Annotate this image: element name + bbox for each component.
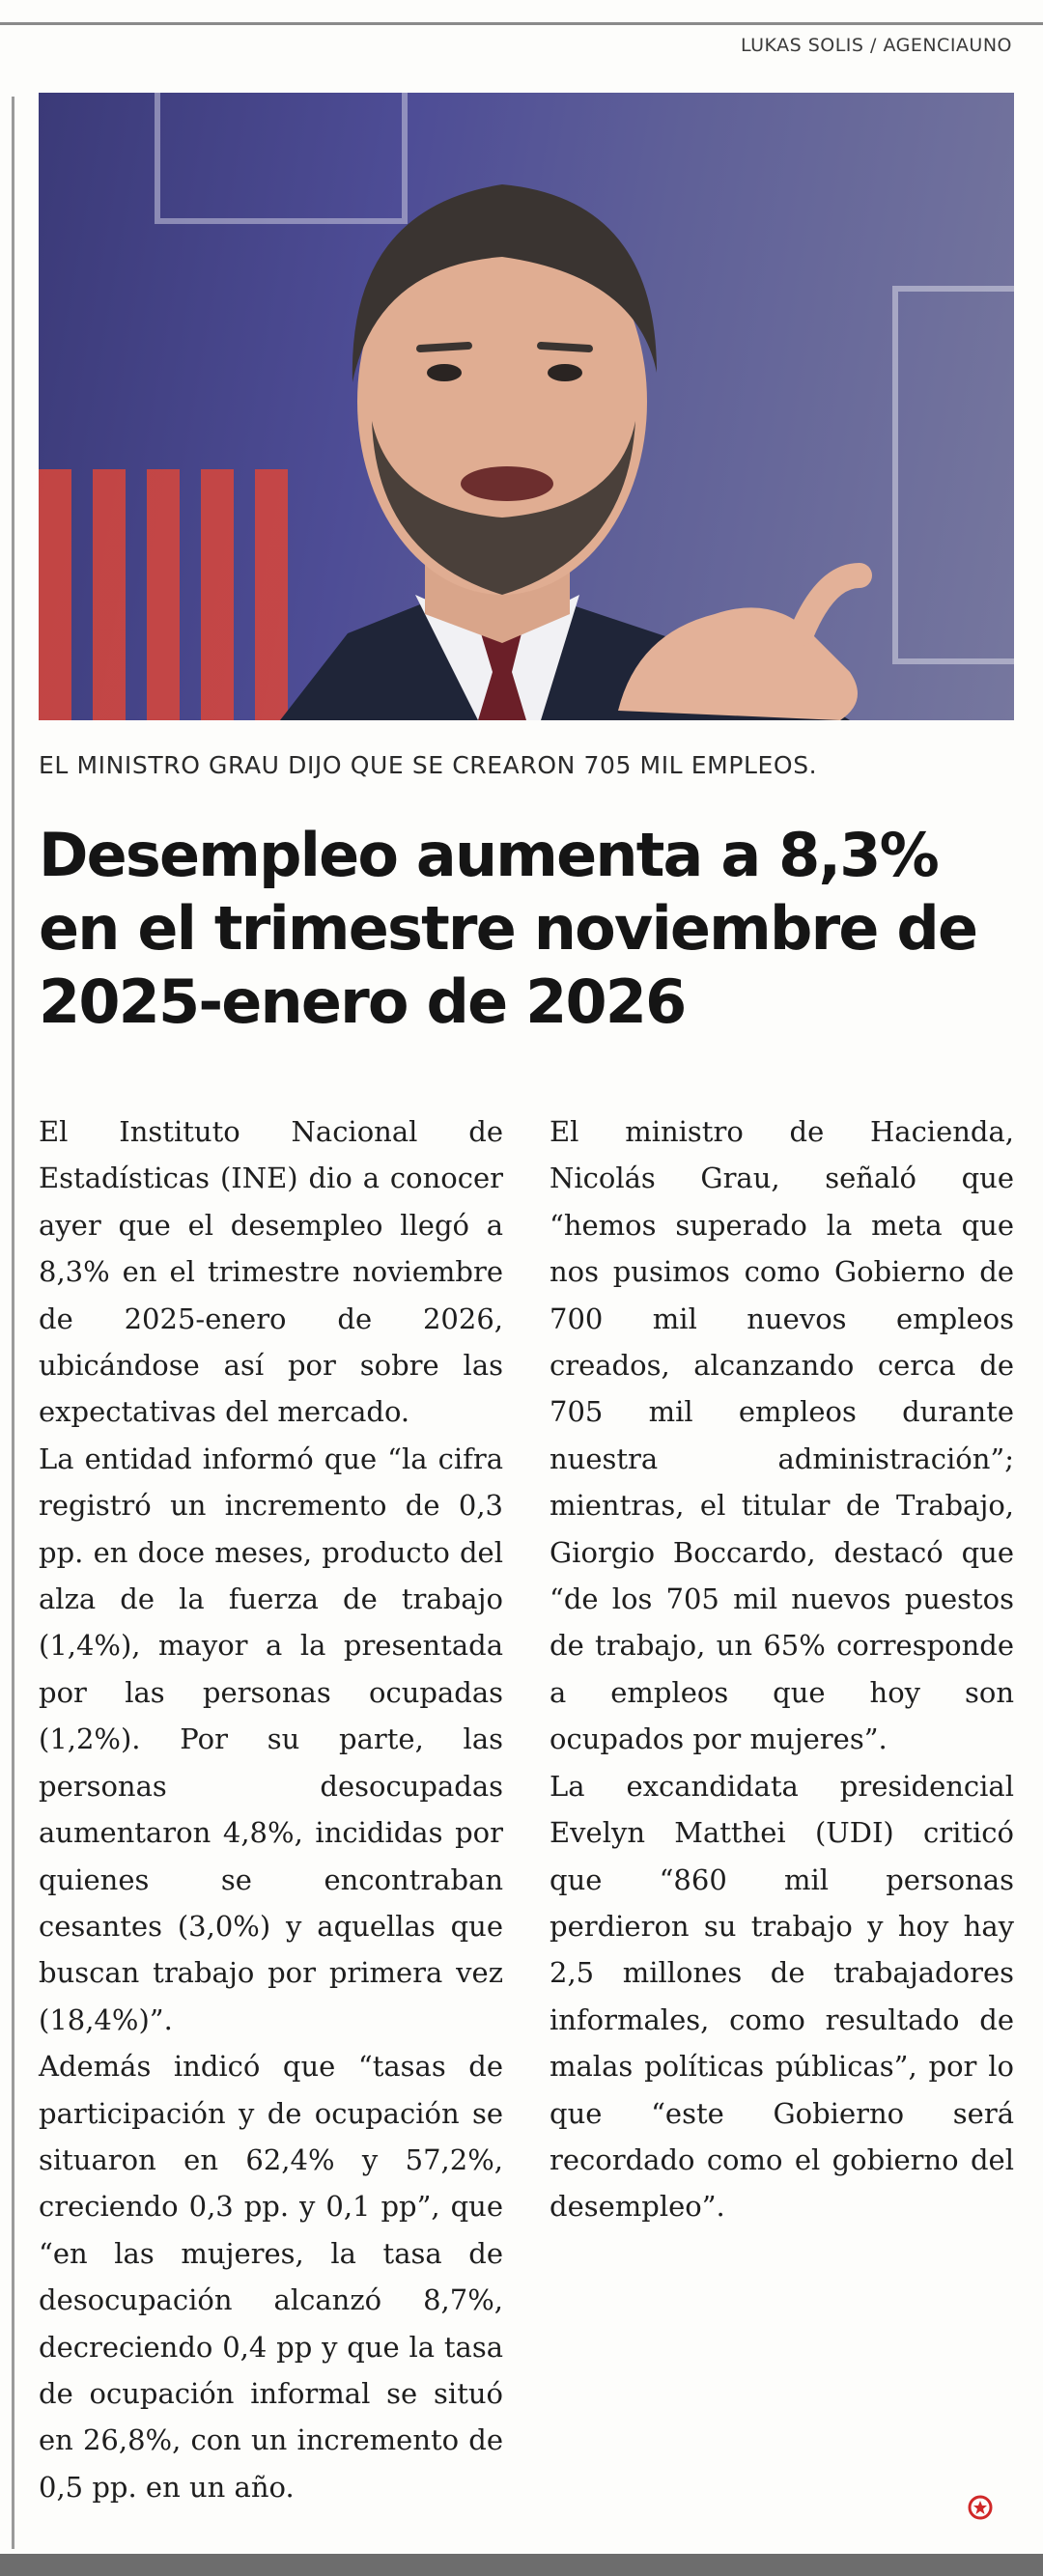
top-rule (0, 22, 1043, 25)
side-rule (12, 97, 14, 2549)
article-headline: Desempleo aumenta a 8,3% en el trimestre noviembre de 2025-enero de 2026 (39, 820, 977, 1037)
body-paragraph: El ministro de Hacienda, Nicolás Grau, señaló que “hemos superado la meta que nos pusimos como Gobierno de 700 mil nuevos empleos creados, alcanzando cerca de 705 mil empleos durante nuestra administración”; mientras, el titular de Trabajo, Giorgio Boccardo, destacó que “de los 705 mil nuevos puestos de trabajo, un 65% corresponde a empleos que hoy son ocupados por mujeres”. (550, 1115, 1014, 1756)
article-body (39, 1108, 1014, 2523)
body-paragraph: Además indicó que “tasas de participación y de ocupación se situaron en 62,4% y 57,2%, creciendo 0,3 pp. y 0,1 pp”, que “en las mujeres, la tasa de desocupación alcanzó 8,7%, decreciendo 0,4 pp y que la tasa de ocupación informal se situó en 26,8%, con un incremento de 0,5 pp. en un año. (39, 2050, 503, 2504)
bottom-rule (0, 2554, 1043, 2576)
end-of-article-icon (966, 2493, 995, 2522)
minister-portrait (39, 93, 1014, 720)
body-paragraph: La entidad informó que “la cifra registró un incremento de 0,3 pp. en doce meses, producto del alza de la fuerza de trabajo (1,4%), mayor a la presentada por las personas ocupadas (1,2%). Por su parte, las personas desocupadas aumentaron 4,8%, incididas por quienes se encontraban cesantes (3,0%) y aquellas que buscan trabajo por primera vez (18,4%)”. (39, 1442, 503, 2036)
photo-caption: EL MINISTRO GRAU DIJO QUE SE CREARON 705 MIL EMPLEOS. (39, 751, 818, 779)
article-photo (39, 93, 1014, 720)
body-paragraph: El Instituto Nacional de Estadísticas (INE) dio a conocer ayer que el desempleo llegó a 8,3% en el trimestre noviembre de 2025-enero de 2026, ubicándose así por sobre las expectativas del mercado. (39, 1115, 503, 1429)
body-paragraph: La excandidata presidencial Evelyn Matthei (UDI) criticó que “860 mil personas perdieron su trabajo y hoy hay 2,5 millones de trabajadores informales, como resultado de malas políticas públicas”, por lo que “este Gobierno será recordado como el gobierno del desempleo”. (550, 1769, 1014, 2224)
photo-credit: LUKAS SOLIS / AGENCIAUNO (740, 35, 1012, 56)
